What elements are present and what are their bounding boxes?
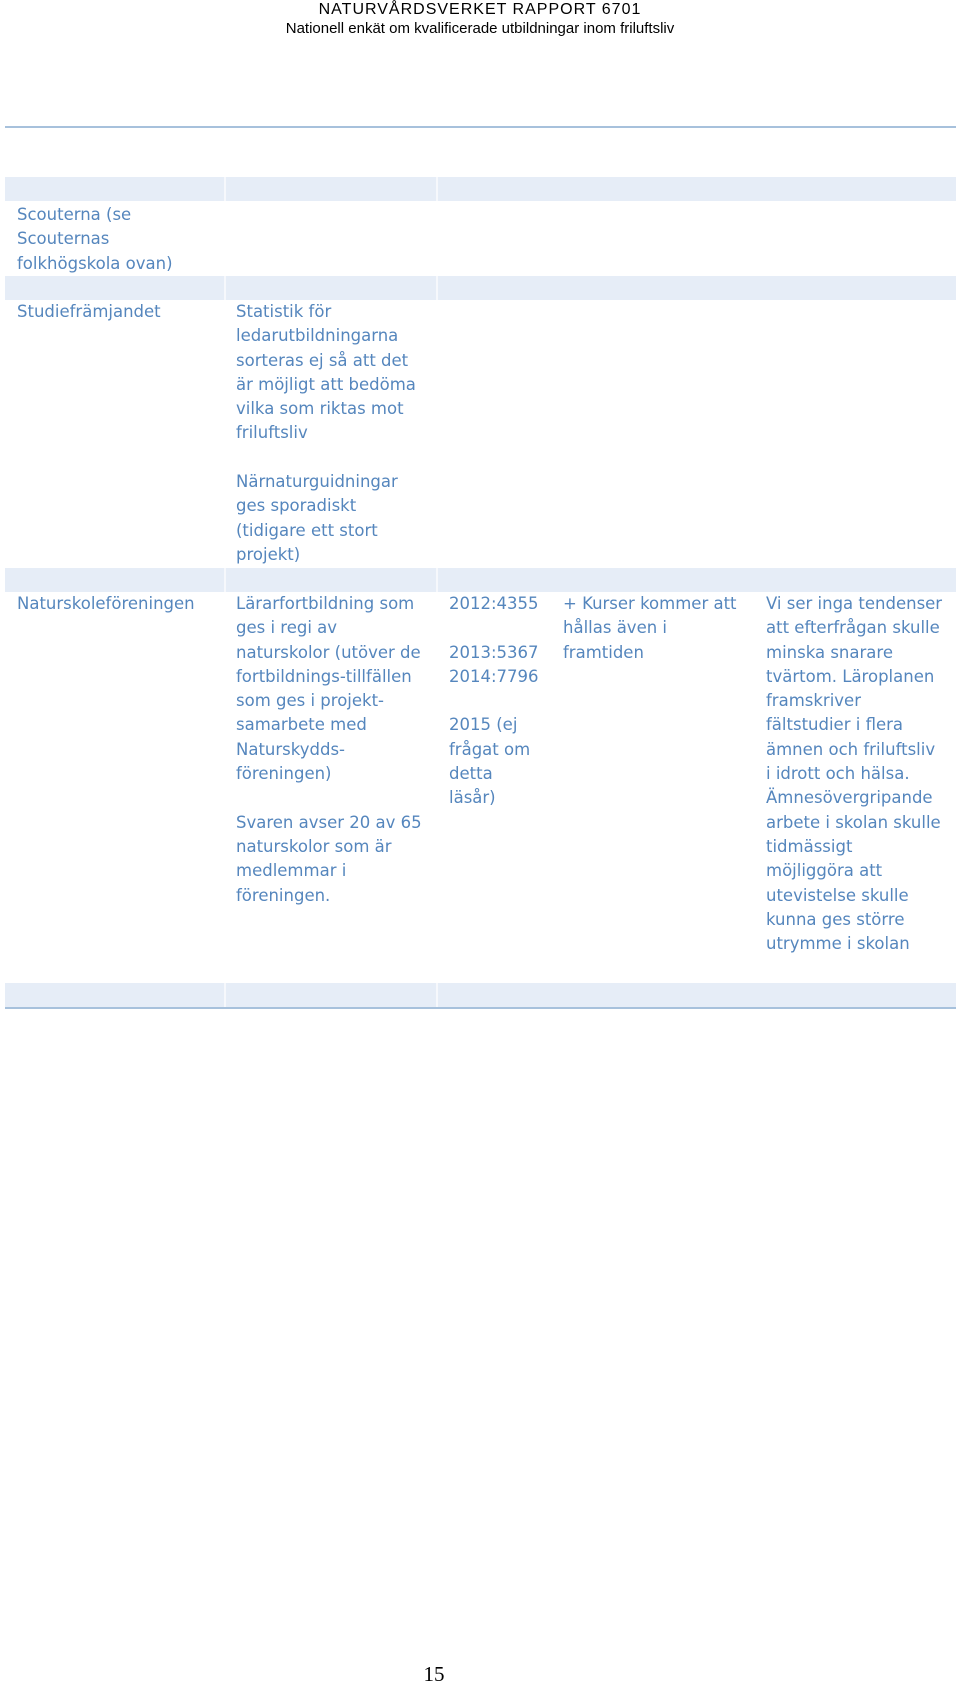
organisation-cell: Studiefrämjandet	[17, 302, 161, 321]
description-cell: Statistik för ledarutbildningarna sorteras ej så att det är möjligt att bedöma vilka som riktas mot friluftsliv Närnaturguidningar ges sporadiskt (tidigare ett stort projekt)	[236, 302, 416, 564]
report-title: NATURVÅRDSVERKET RAPPORT 6701	[318, 1, 642, 18]
participant-numbers-cell: 2012:4355 2013:5367 2014:7796 2015 (ej frågat om detta läsår)	[449, 594, 539, 808]
report-subtitle: Nationell enkät om kvalificerade utbildningar inom friluftsliv	[285, 20, 675, 37]
band-divider	[224, 983, 226, 1007]
table-bottom-band	[5, 983, 956, 1007]
description-cell: Lärarfortbildning som ges i regi av naturskolor (utöver de fortbildnings-tillfällen som ges i projekt- samarbete med Naturskydds- föreningen) Svaren avser 20 av 65 naturskolor som är medlemmar i föreningen.	[236, 594, 422, 905]
band-divider	[436, 568, 438, 592]
organisation-cell: Scouterna (se Scouternas folkhögskola ovan)	[17, 205, 173, 273]
band-divider	[436, 983, 438, 1007]
future-courses-cell: + Kurser kommer att hållas även i framtiden	[563, 594, 737, 662]
table-bottom-rule	[5, 1007, 956, 1009]
row-separator-band	[5, 568, 956, 592]
band-divider	[436, 177, 438, 201]
page-number: 15	[423, 1662, 445, 1686]
band-divider	[224, 276, 226, 300]
row-separator-band	[5, 177, 956, 201]
band-divider	[436, 276, 438, 300]
trend-cell: Vi ser inga tendenser att efterfrågan skulle minska snarare tvärtom. Läroplanen framskriver fältstudier i flera ämnen och friluftsliv i idrott och hälsa. Ämnesövergripande arbete i skolan skulle tidmässigt möjliggöra att utevistelse skulle kunna ges större utrymme i skolan	[766, 594, 943, 954]
table-top-rule	[5, 126, 956, 128]
band-divider	[224, 568, 226, 592]
organisation-cell: Naturskoleföreningen	[17, 594, 195, 613]
band-divider	[224, 177, 226, 201]
row-separator-band	[5, 276, 956, 300]
